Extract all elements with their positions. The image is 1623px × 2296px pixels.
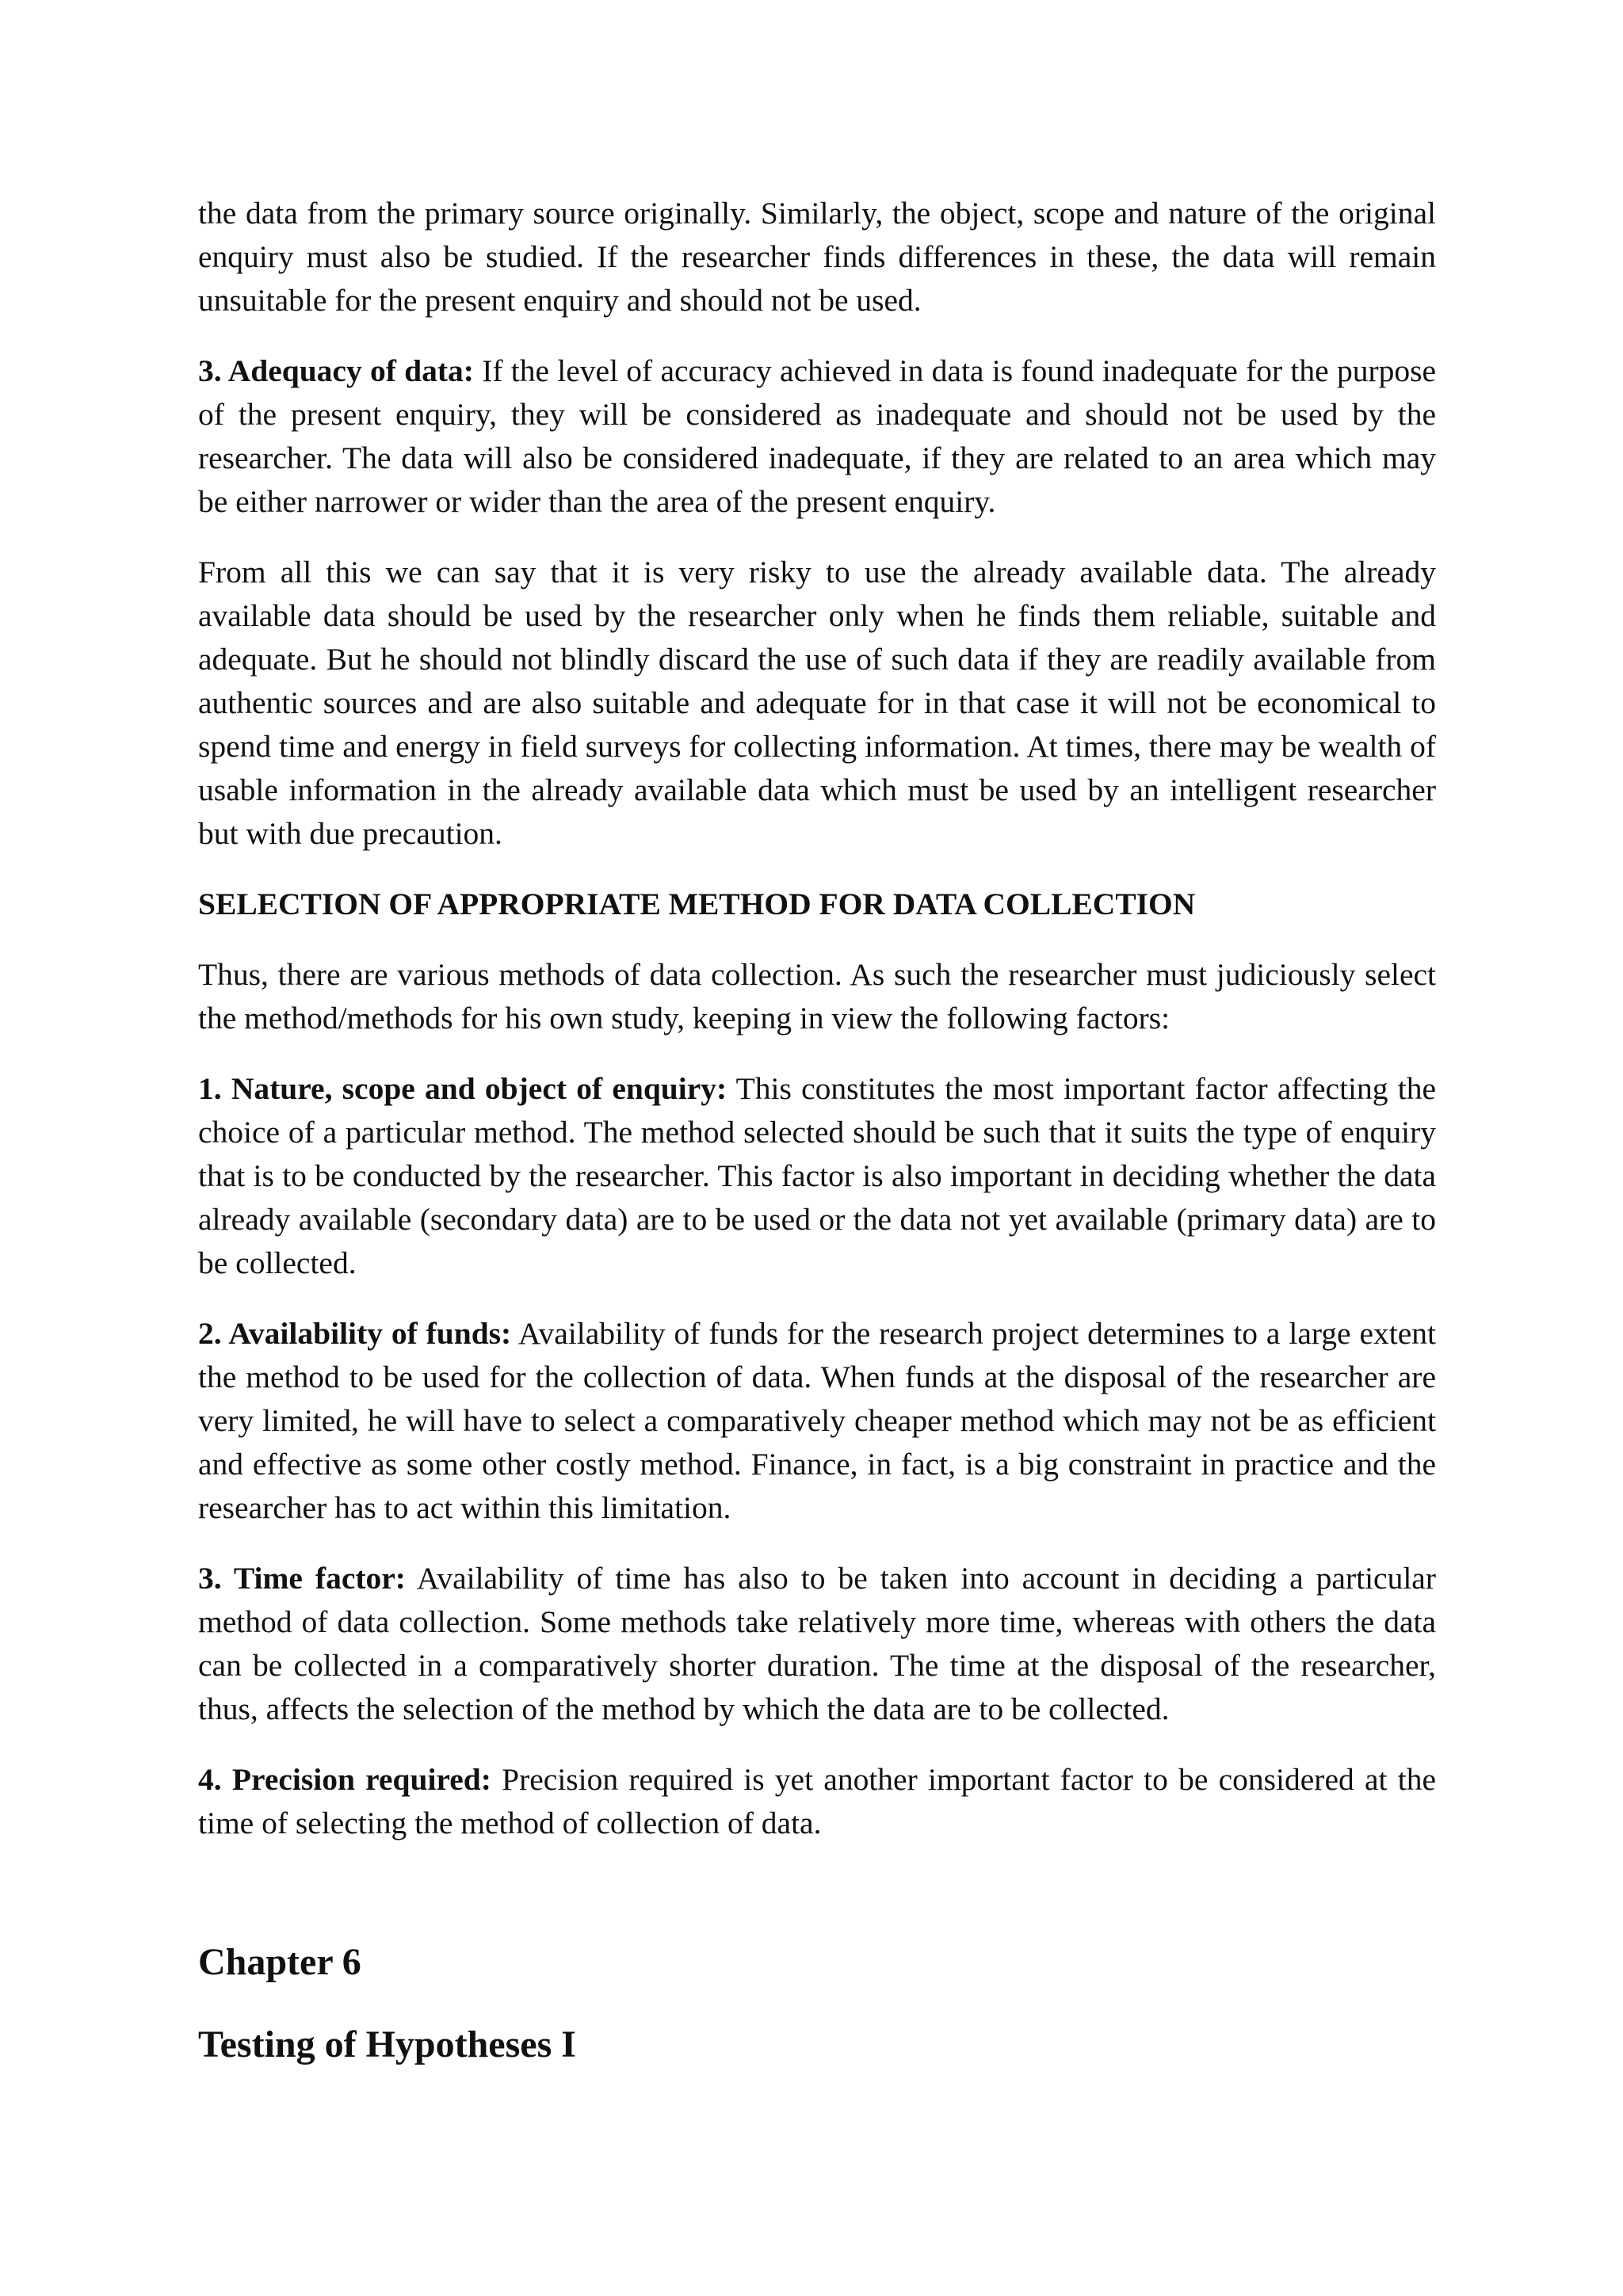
paragraph-text: From all this we can say that it is very risky to use the already available data. The already available data should be used by the researcher only when he finds them reliable, suitable and adequate. But he should not blindly discard the use of such data if they are readily available from authentic sources and are also suitable and adequate for in that case it will not be economical to spend time and energy in field surveys for collecting information. At times, there may be wealth of usable information in the already available data which must be used by an intelligent researcher but with due precaution. [198,555,1436,851]
paragraph-availability-of-funds [198,1312,1436,1530]
paragraph-lead: 4. Precision required: [198,1762,491,1797]
paragraph-methods-intro [198,953,1436,1040]
paragraph-lead: 3. Time factor: [198,1561,406,1596]
paragraph-nature-scope-object [198,1067,1436,1285]
chapter-title: Testing of Hypotheses I [198,2023,576,2065]
paragraph-text: Precision required is yet another important factor to be considered at the time of selecting the method of collection of data. [198,1762,1436,1840]
paragraph-text: Availability of funds for the research project determines to a large extent the method to be used for the collection of data. When funds at the disposal of the researcher are very limited, he will have to select a comparatively cheaper method which may not be as efficient and effective as some other costly method. Finance, in fact, is a big constraint in practice and the researcher has to act within this limitation. [198,1316,1436,1525]
paragraph-precision-required [198,1758,1436,1845]
document-page [198,192,1436,2069]
paragraph-text: This constitutes the most important factor affecting the choice of a particular method. The method selected should be such that it suits the type of enquiry that is to be conducted by the researcher. This factor is also important in deciding whether the data already available (secondary data) are to be used or the data not yet available (primary data) are to be collected. [198,1071,1436,1280]
paragraph-text: Availability of time has also to be taken into account in deciding a particular method of data collection. Some methods take relatively more time, whereas with others the data can be collected in a comparatively shorter duration. The time at the disposal of the researcher, thus, affects the selection of the method by which the data are to be collected. [198,1561,1436,1726]
chapter-number: Chapter 6 [198,1941,361,1983]
paragraph-time-factor [198,1557,1436,1731]
paragraph-lead: 2. Availability of funds: [198,1316,512,1351]
paragraph-adequacy-of-data [198,349,1436,524]
paragraph-text: Thus, there are various methods of data collection. As such the researcher must judiciously select the method/methods for his own study, keeping in view the following factors: [198,957,1436,1035]
section-heading: SELECTION OF APPROPRIATE METHOD FOR DATA COLLECTION [198,887,1196,921]
paragraph-text: If the level of accuracy achieved in data is found inadequate for the purpose of the present enquiry, they will be considered as inadequate and should not be used by the researcher. The data will also be considered inadequate, if they are related to an area which may be either narrower or wider than the area of the present enquiry. [198,353,1436,519]
paragraph-text: the data from the primary source originally. Similarly, the object, scope and nature of the original enquiry must also be studied. If the researcher finds differences in these, the data will remain unsuitable for the present enquiry and should not be used. [198,196,1436,318]
paragraph-primary-source [198,192,1436,322]
paragraph-risk-of-available-data [198,551,1436,856]
paragraph-lead: 3. Adequacy of data: [198,353,474,388]
paragraph-lead: 1. Nature, scope and object of enquiry: [198,1071,727,1106]
